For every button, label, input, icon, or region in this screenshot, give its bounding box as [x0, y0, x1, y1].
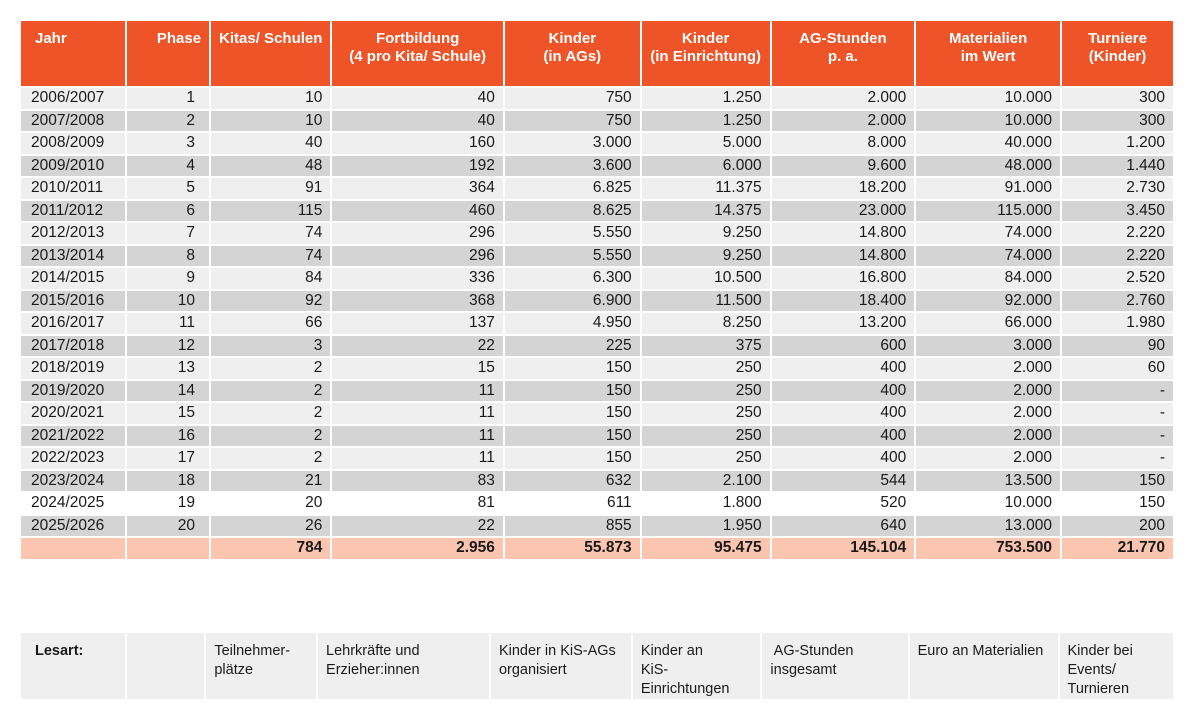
cell-jahr: 2016/2017	[21, 313, 125, 334]
column-header-jahr	[21, 21, 125, 86]
cell-turniere: 1.980	[1062, 313, 1173, 334]
cell-kitas-schulen: 40	[211, 133, 330, 154]
total-kitas-schulen: 784	[211, 538, 330, 559]
cell-ag-stunden: 16.800	[772, 268, 915, 289]
cell-kinder-in-einrichtung: 2.100	[642, 471, 770, 492]
cell-phase: 14	[127, 381, 209, 402]
cell-kinder-in-einrichtung: 250	[642, 381, 770, 402]
cell-kitas-schulen: 2	[211, 381, 330, 402]
cell-kinder-in-ags: 225	[505, 336, 640, 357]
cell-fortbildung: 22	[332, 336, 502, 357]
lesart-phase	[127, 633, 204, 699]
cell-jahr: 2008/2009	[21, 133, 125, 154]
cell-jahr: 2011/2012	[21, 201, 125, 222]
cell-fortbildung: 11	[332, 448, 502, 469]
table-row	[21, 223, 1173, 244]
cell-kinder-in-einrichtung: 250	[642, 358, 770, 379]
table-row	[21, 403, 1173, 424]
cell-ag-stunden: 400	[772, 358, 915, 379]
lesart-table	[19, 631, 1175, 701]
cell-fortbildung: 11	[332, 403, 502, 424]
table-row	[21, 426, 1173, 447]
cell-kinder-in-einrichtung: 250	[642, 403, 770, 424]
cell-phase: 16	[127, 426, 209, 447]
cell-phase: 15	[127, 403, 209, 424]
cell-materialien: 2.000	[916, 403, 1060, 424]
cell-kinder-in-einrichtung: 1.950	[642, 516, 770, 537]
cell-kinder-in-ags: 750	[505, 88, 640, 109]
total-kinder-in-ags: 55.873	[505, 538, 640, 559]
cell-fortbildung: 368	[332, 291, 502, 312]
cell-kitas-schulen: 74	[211, 223, 330, 244]
cell-kitas-schulen: 10	[211, 88, 330, 109]
cell-kinder-in-ags: 611	[505, 493, 640, 514]
cell-kinder-in-einrichtung: 250	[642, 426, 770, 447]
cell-kinder-in-ags: 855	[505, 516, 640, 537]
column-header-ag-stunden	[772, 21, 915, 86]
column-header-materialien	[916, 21, 1060, 86]
header-line2: p. a.	[827, 48, 858, 65]
lesart-materialien	[910, 633, 1058, 699]
totals-row	[21, 538, 1173, 559]
header-line1: Turniere	[1088, 30, 1147, 47]
cell-kitas-schulen: 91	[211, 178, 330, 199]
cell-kinder-in-einrichtung: 250	[642, 448, 770, 469]
cell-kinder-in-einrichtung: 11.375	[642, 178, 770, 199]
cell-turniere: 200	[1062, 516, 1173, 537]
cell-turniere: -	[1062, 403, 1173, 424]
cell-kinder-in-ags: 6.300	[505, 268, 640, 289]
cell-kinder-in-ags: 150	[505, 381, 640, 402]
cell-jahr: 2022/2023	[21, 448, 125, 469]
cell-materialien: 10.000	[916, 88, 1060, 109]
cell-turniere: 150	[1062, 471, 1173, 492]
lesart-line2: insgesamt	[770, 662, 837, 678]
lesart-line1: Kinder in KiS-AGs	[498, 643, 616, 659]
cell-jahr: 2023/2024	[21, 471, 125, 492]
lesart-line1: Teilnehmer-	[214, 643, 291, 659]
table-row	[21, 291, 1173, 312]
cell-kinder-in-einrichtung: 1.800	[642, 493, 770, 514]
cell-kitas-schulen: 26	[211, 516, 330, 537]
cell-kinder-in-einrichtung: 9.250	[642, 246, 770, 267]
lesart-line1: AG-Stunden	[770, 643, 854, 659]
cell-fortbildung: 137	[332, 313, 502, 334]
cell-materialien: 13.000	[916, 516, 1060, 537]
cell-ag-stunden: 14.800	[772, 246, 915, 267]
cell-materialien: 2.000	[916, 358, 1060, 379]
lesart-line2: plätze	[214, 662, 254, 678]
cell-kitas-schulen: 115	[211, 201, 330, 222]
cell-fortbildung: 83	[332, 471, 502, 492]
cell-turniere: 60	[1062, 358, 1173, 379]
cell-kinder-in-einrichtung: 375	[642, 336, 770, 357]
cell-kinder-in-einrichtung: 1.250	[642, 111, 770, 132]
cell-materialien: 10.000	[916, 493, 1060, 514]
table-row	[21, 268, 1173, 289]
lesart-kinder-in-einrichtung	[633, 633, 761, 699]
cell-kinder-in-ags: 632	[505, 471, 640, 492]
cell-materialien: 2.000	[916, 448, 1060, 469]
cell-turniere: 2.730	[1062, 178, 1173, 199]
cell-materialien: 2.000	[916, 381, 1060, 402]
cell-phase: 8	[127, 246, 209, 267]
cell-phase: 17	[127, 448, 209, 469]
cell-jahr: 2015/2016	[21, 291, 125, 312]
cell-materialien: 10.000	[916, 111, 1060, 132]
lesart-line2: Erzieher:innen	[326, 662, 420, 678]
lesart-line2: organisiert	[498, 662, 567, 678]
cell-turniere: 2.760	[1062, 291, 1173, 312]
cell-kitas-schulen: 84	[211, 268, 330, 289]
cell-phase: 9	[127, 268, 209, 289]
total-jahr	[21, 538, 125, 559]
cell-jahr: 2007/2008	[21, 111, 125, 132]
header-line2: (in AGs)	[543, 48, 602, 65]
cell-turniere: -	[1062, 426, 1173, 447]
cell-ag-stunden: 18.400	[772, 291, 915, 312]
cell-jahr: 2012/2013	[21, 223, 125, 244]
cell-jahr: 2025/2026	[21, 516, 125, 537]
cell-phase: 1	[127, 88, 209, 109]
header-line2: (Kinder)	[1088, 48, 1147, 65]
cell-jahr: 2013/2014	[21, 246, 125, 267]
table-row	[21, 381, 1173, 402]
column-header-fortbildung	[332, 21, 502, 86]
cell-kitas-schulen: 20	[211, 493, 330, 514]
cell-kinder-in-einrichtung: 1.250	[642, 88, 770, 109]
table-row	[21, 448, 1173, 469]
cell-phase: 5	[127, 178, 209, 199]
cell-jahr: 2020/2021	[21, 403, 125, 424]
header-line1: Materialien	[948, 30, 1028, 47]
lesart-line1: Kinder an	[640, 643, 703, 659]
cell-kinder-in-ags: 150	[505, 403, 640, 424]
cell-ag-stunden: 400	[772, 381, 915, 402]
cell-jahr: 2009/2010	[21, 156, 125, 177]
cell-turniere: 1.440	[1062, 156, 1173, 177]
cell-materialien: 2.000	[916, 426, 1060, 447]
total-turniere: 21.770	[1062, 538, 1173, 559]
table-row	[21, 493, 1173, 514]
cell-materialien: 74.000	[916, 246, 1060, 267]
cell-fortbildung: 192	[332, 156, 502, 177]
cell-kitas-schulen: 2	[211, 448, 330, 469]
cell-phase: 7	[127, 223, 209, 244]
cell-turniere: -	[1062, 448, 1173, 469]
cell-kinder-in-ags: 3.600	[505, 156, 640, 177]
lesart-kinder-in-ags	[491, 633, 631, 699]
header-line1: Kinder	[548, 30, 597, 47]
cell-fortbildung: 40	[332, 111, 502, 132]
cell-materialien: 48.000	[916, 156, 1060, 177]
total-materialien: 753.500	[916, 538, 1060, 559]
cell-fortbildung: 11	[332, 426, 502, 447]
cell-fortbildung: 364	[332, 178, 502, 199]
cell-kinder-in-ags: 150	[505, 448, 640, 469]
cell-ag-stunden: 2.000	[772, 88, 915, 109]
lesart-line1: Kinder bei	[1067, 643, 1133, 659]
lesart-line1: Lehrkräfte und	[326, 643, 420, 659]
table-row	[21, 133, 1173, 154]
cell-turniere: 150	[1062, 493, 1173, 514]
column-header-kinder-in-ags	[505, 21, 640, 86]
cell-fortbildung: 15	[332, 358, 502, 379]
table-row	[21, 471, 1173, 492]
data-table	[19, 19, 1175, 561]
cell-turniere: 2.520	[1062, 268, 1173, 289]
cell-kitas-schulen: 2	[211, 426, 330, 447]
cell-fortbildung: 11	[332, 381, 502, 402]
cell-phase: 4	[127, 156, 209, 177]
cell-kitas-schulen: 3	[211, 336, 330, 357]
header-line1: Phase	[156, 30, 202, 47]
cell-kinder-in-einrichtung: 8.250	[642, 313, 770, 334]
table-row	[21, 246, 1173, 267]
cell-ag-stunden: 8.000	[772, 133, 915, 154]
cell-ag-stunden: 544	[772, 471, 915, 492]
cell-fortbildung: 460	[332, 201, 502, 222]
cell-materialien: 66.000	[916, 313, 1060, 334]
lesart-row	[21, 633, 1173, 699]
cell-ag-stunden: 9.600	[772, 156, 915, 177]
cell-jahr: 2014/2015	[21, 268, 125, 289]
cell-materialien: 40.000	[916, 133, 1060, 154]
total-ag-stunden: 145.104	[772, 538, 915, 559]
cell-fortbildung: 160	[332, 133, 502, 154]
column-header-kinder-in-einrichtung	[642, 21, 770, 86]
cell-phase: 20	[127, 516, 209, 537]
cell-phase: 12	[127, 336, 209, 357]
cell-kinder-in-ags: 6.825	[505, 178, 640, 199]
cell-kinder-in-einrichtung: 5.000	[642, 133, 770, 154]
cell-ag-stunden: 520	[772, 493, 915, 514]
cell-turniere: 2.220	[1062, 246, 1173, 267]
cell-turniere: 2.220	[1062, 223, 1173, 244]
cell-phase: 3	[127, 133, 209, 154]
cell-kinder-in-einrichtung: 6.000	[642, 156, 770, 177]
cell-ag-stunden: 18.200	[772, 178, 915, 199]
header-line1: Fortbildung	[375, 30, 460, 47]
cell-fortbildung: 296	[332, 223, 502, 244]
table-row	[21, 201, 1173, 222]
cell-kitas-schulen: 10	[211, 111, 330, 132]
cell-phase: 11	[127, 313, 209, 334]
cell-fortbildung: 336	[332, 268, 502, 289]
cell-materialien: 3.000	[916, 336, 1060, 357]
cell-kitas-schulen: 2	[211, 358, 330, 379]
cell-phase: 10	[127, 291, 209, 312]
cell-materialien: 13.500	[916, 471, 1060, 492]
header-line1: Jahr	[35, 30, 67, 47]
cell-jahr: 2018/2019	[21, 358, 125, 379]
lesart-turniere	[1060, 633, 1174, 699]
cell-ag-stunden: 400	[772, 403, 915, 424]
table-row	[21, 178, 1173, 199]
cell-fortbildung: 81	[332, 493, 502, 514]
cell-fortbildung: 22	[332, 516, 502, 537]
total-phase	[127, 538, 209, 559]
cell-turniere: 300	[1062, 111, 1173, 132]
cell-jahr: 2010/2011	[21, 178, 125, 199]
cell-fortbildung: 40	[332, 88, 502, 109]
table-row	[21, 88, 1173, 109]
total-kinder-in-einrichtung: 95.475	[642, 538, 770, 559]
cell-ag-stunden: 2.000	[772, 111, 915, 132]
header-row	[21, 21, 1173, 86]
cell-phase: 2	[127, 111, 209, 132]
cell-kinder-in-ags: 4.950	[505, 313, 640, 334]
header-line2: (in Einrichtung)	[650, 48, 762, 65]
cell-kinder-in-ags: 750	[505, 111, 640, 132]
cell-kinder-in-ags: 150	[505, 426, 640, 447]
table-row	[21, 358, 1173, 379]
cell-kinder-in-ags: 150	[505, 358, 640, 379]
column-header-phase	[127, 21, 209, 86]
cell-phase: 6	[127, 201, 209, 222]
table-row	[21, 516, 1173, 537]
cell-kinder-in-ags: 5.550	[505, 246, 640, 267]
cell-kinder-in-einrichtung: 11.500	[642, 291, 770, 312]
header-line1: Kitas/ Schulen	[219, 30, 323, 47]
cell-turniere: 300	[1062, 88, 1173, 109]
column-header-turniere	[1062, 21, 1173, 86]
header-line2: (4 pro Kita/ Schule)	[349, 48, 486, 65]
cell-ag-stunden: 400	[772, 448, 915, 469]
cell-jahr: 2017/2018	[21, 336, 125, 357]
cell-jahr: 2019/2020	[21, 381, 125, 402]
lesart-label: Lesart:	[21, 633, 125, 699]
cell-turniere: 3.450	[1062, 201, 1173, 222]
header-line1: AG-Stunden	[799, 30, 887, 47]
cell-phase: 18	[127, 471, 209, 492]
cell-materialien: 84.000	[916, 268, 1060, 289]
cell-kitas-schulen: 74	[211, 246, 330, 267]
cell-ag-stunden: 600	[772, 336, 915, 357]
cell-kinder-in-einrichtung: 10.500	[642, 268, 770, 289]
cell-ag-stunden: 13.200	[772, 313, 915, 334]
cell-kitas-schulen: 48	[211, 156, 330, 177]
cell-kinder-in-ags: 5.550	[505, 223, 640, 244]
table-row	[21, 156, 1173, 177]
cell-jahr: 2006/2007	[21, 88, 125, 109]
cell-fortbildung: 296	[332, 246, 502, 267]
cell-turniere: -	[1062, 381, 1173, 402]
header-line1: Kinder	[681, 30, 730, 47]
cell-turniere: 90	[1062, 336, 1173, 357]
cell-materialien: 91.000	[916, 178, 1060, 199]
total-fortbildung: 2.956	[332, 538, 502, 559]
table-body	[21, 88, 1173, 559]
cell-kitas-schulen: 2	[211, 403, 330, 424]
lesart-line2: Events/ Turnieren	[1067, 662, 1130, 697]
lesart-fortbildung	[318, 633, 489, 699]
cell-materialien: 74.000	[916, 223, 1060, 244]
cell-kitas-schulen: 21	[211, 471, 330, 492]
cell-ag-stunden: 640	[772, 516, 915, 537]
cell-jahr: 2021/2022	[21, 426, 125, 447]
lesart-line2: KiS-Einrichtungen	[640, 662, 730, 697]
cell-kinder-in-einrichtung: 14.375	[642, 201, 770, 222]
cell-ag-stunden: 23.000	[772, 201, 915, 222]
cell-materialien: 92.000	[916, 291, 1060, 312]
cell-turniere: 1.200	[1062, 133, 1173, 154]
cell-phase: 19	[127, 493, 209, 514]
cell-materialien: 115.000	[916, 201, 1060, 222]
table-row	[21, 336, 1173, 357]
cell-jahr: 2024/2025	[21, 493, 125, 514]
cell-kitas-schulen: 66	[211, 313, 330, 334]
column-header-kitas-schulen	[211, 21, 330, 86]
lesart-line1: Euro an Materialien	[917, 643, 1044, 659]
table-row	[21, 313, 1173, 334]
cell-ag-stunden: 400	[772, 426, 915, 447]
table-row	[21, 111, 1173, 132]
lesart-ag-stunden	[762, 633, 907, 699]
cell-ag-stunden: 14.800	[772, 223, 915, 244]
lesart-kitas-schulen	[206, 633, 316, 699]
cell-kinder-in-ags: 3.000	[505, 133, 640, 154]
cell-kinder-in-ags: 6.900	[505, 291, 640, 312]
header-line2: im Wert	[960, 48, 1016, 65]
cell-kinder-in-ags: 8.625	[505, 201, 640, 222]
cell-kinder-in-einrichtung: 9.250	[642, 223, 770, 244]
cell-phase: 13	[127, 358, 209, 379]
cell-kitas-schulen: 92	[211, 291, 330, 312]
